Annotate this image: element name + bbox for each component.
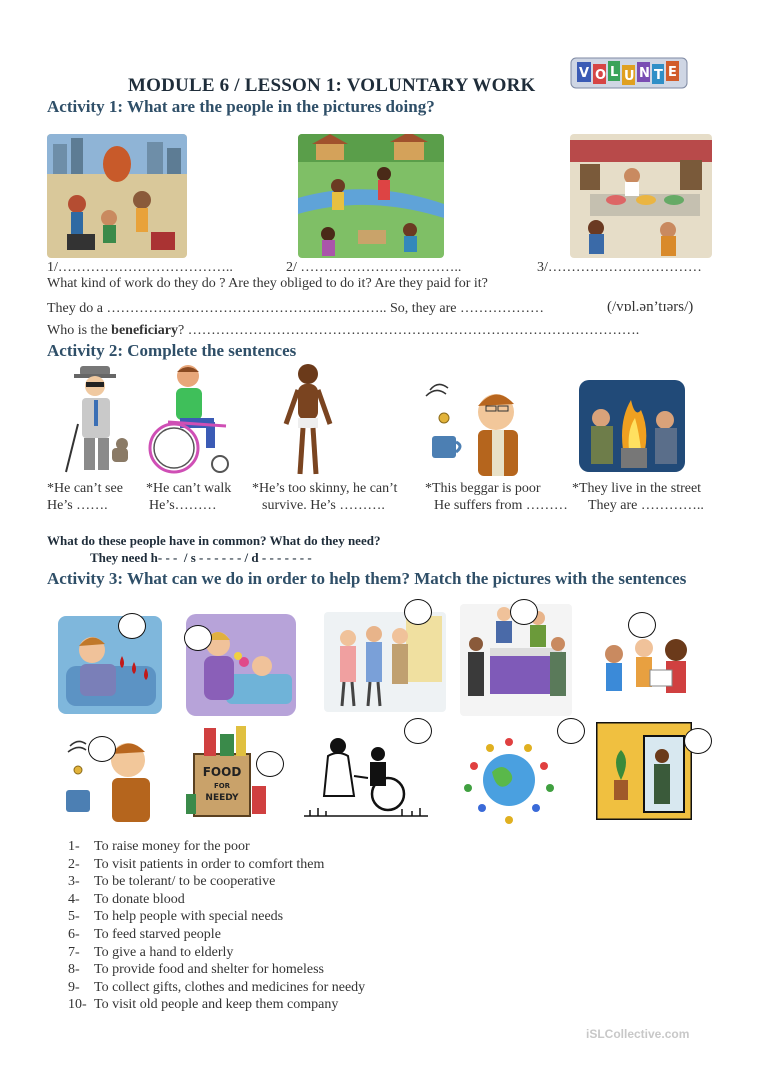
list-text: To donate blood xyxy=(94,891,185,907)
svg-text:L: L xyxy=(610,65,619,80)
list-number: 8- xyxy=(68,962,80,978)
wheelchair-help-icon xyxy=(304,736,428,822)
list-text: To give a hand to elderly xyxy=(94,944,234,960)
beneficiary-line[interactable] xyxy=(47,323,639,339)
blind-sentence-line2[interactable]: He’s ……. xyxy=(47,498,108,513)
volunteer-sentence[interactable]: They do a ………………………………………..………….. So, they are ……………… xyxy=(47,301,544,316)
wheelchair-sentence-line2[interactable]: He’s……… xyxy=(149,498,217,513)
list-number: 3- xyxy=(68,874,80,890)
match-bubble-elderly-help[interactable] xyxy=(404,599,432,625)
list-number: 6- xyxy=(68,926,80,942)
list-item xyxy=(46,979,365,997)
list-text: To help people with special needs xyxy=(94,909,284,925)
wheelchair-sentence-line1: *He can’t walk xyxy=(146,481,232,496)
list-number: 1- xyxy=(68,839,80,854)
park-cleanup-illustration xyxy=(47,134,187,258)
street-sentence-line1: *They live in the street xyxy=(572,481,702,496)
sentence-list xyxy=(46,838,365,1014)
page-title: MODULE 6 / LESSON 1: VOLUNTARY WORK xyxy=(128,75,536,96)
list-text: To visit patients in order to comfort them xyxy=(94,856,325,872)
blind-sentence-line1: *He can’t see xyxy=(47,481,123,496)
picture3-blank[interactable]: 3/…………………………… xyxy=(537,260,702,275)
list-number: 10- xyxy=(68,997,87,1013)
street-sentence-line2[interactable]: They are ………….. xyxy=(588,498,704,513)
svg-text:E: E xyxy=(668,65,677,80)
match-bubble-world[interactable] xyxy=(557,718,585,744)
list-item xyxy=(46,944,365,962)
needs-line[interactable]: They need h- - - / s - - - - - - / d - - - - - - - xyxy=(90,550,312,565)
svg-text:U: U xyxy=(624,69,635,84)
picture1-blank[interactable]: 1/……………………………….. xyxy=(47,260,233,275)
match-bubble-food-line[interactable] xyxy=(510,599,538,625)
list-number: 4- xyxy=(68,891,80,907)
list-item xyxy=(46,926,365,944)
list-item xyxy=(46,891,365,909)
beggar-illustration xyxy=(416,378,524,478)
volunteers-logo xyxy=(567,52,691,94)
common-question: What do these people have in common? What do they need? xyxy=(47,533,381,548)
beneficiary-blank: ? ……………………………………………………………………………………. xyxy=(178,323,640,338)
match-bubble-wheelchair[interactable] xyxy=(404,718,432,744)
activity3-heading: Activity 3: What can we do in order to help them? Match the pictures with the sentences xyxy=(47,569,687,588)
wheelchair-man-illustration xyxy=(146,362,238,476)
skinny-man-illustration xyxy=(276,362,340,478)
village-work-illustration xyxy=(298,134,444,258)
svg-text:NEEDY: NEEDY xyxy=(205,793,239,803)
match-bubble-beggar[interactable] xyxy=(88,736,116,762)
list-text: To feed starved people xyxy=(94,926,221,942)
beneficiary-word: beneficiary xyxy=(111,323,179,338)
svg-text:N: N xyxy=(639,66,650,81)
list-item xyxy=(46,996,365,1014)
list-item xyxy=(46,908,365,926)
list-item xyxy=(46,838,365,856)
list-item xyxy=(46,961,365,979)
match-bubble-blood-donor[interactable] xyxy=(118,613,146,639)
list-text: To collect gifts, clothes and medicines for needy xyxy=(94,979,366,995)
picture2-blank[interactable]: 2/ …………………………….. xyxy=(286,260,462,275)
beggar-sentence-line2[interactable]: He suffers from ……… xyxy=(434,498,568,513)
world-hands-icon xyxy=(460,736,558,824)
list-number: 7- xyxy=(68,944,80,960)
skinny-sentence-line1: *He’s too skinny, he can’t xyxy=(252,481,398,496)
watermark: iSLCollective.com xyxy=(586,1027,690,1041)
list-item xyxy=(46,873,365,891)
svg-text:T: T xyxy=(654,68,663,83)
list-number: 2- xyxy=(68,856,80,872)
svg-text:V: V xyxy=(579,66,590,81)
elderly-help-icon xyxy=(324,612,446,712)
skinny-sentence-line2[interactable]: survive. He’s ………. xyxy=(262,498,385,513)
children-diversity-icon xyxy=(600,630,692,706)
list-item xyxy=(46,856,365,874)
match-bubble-food-box[interactable] xyxy=(256,751,284,777)
blood-donor-icon xyxy=(58,616,162,714)
svg-text:O: O xyxy=(595,68,607,83)
beneficiary-prefix: Who is the xyxy=(47,323,112,338)
svg-text:FOR: FOR xyxy=(213,782,231,790)
blind-man-illustration xyxy=(62,364,132,476)
list-number: 9- xyxy=(68,979,80,995)
pronunciation: (/vɒl.ən’tɪərs/) xyxy=(607,299,694,315)
match-bubble-children[interactable] xyxy=(628,612,656,638)
activity2-heading: Activity 2: Complete the sentences xyxy=(47,341,297,360)
list-text: To raise money for the poor xyxy=(94,839,250,854)
list-text: To provide food and shelter for homeless xyxy=(94,962,324,978)
food-serving-illustration xyxy=(570,134,712,258)
match-bubble-hospital-visit[interactable] xyxy=(184,625,212,651)
list-text: To be tolerant/ to be cooperative xyxy=(94,874,276,890)
svg-text:FOOD: FOOD xyxy=(202,765,242,779)
beggar-sentence-line1: *This beggar is poor xyxy=(425,481,541,496)
homeless-fire-illustration xyxy=(579,380,685,472)
match-bubble-shelter[interactable] xyxy=(684,728,712,754)
activity1-question: What kind of work do they do ? Are they obliged to do it? Are they paid for it? xyxy=(47,276,488,291)
list-number: 5- xyxy=(68,909,80,925)
list-text: To visit old people and keep them company xyxy=(94,997,339,1013)
shelter-door-icon xyxy=(596,722,692,820)
activity1-heading: Activity 1: What are the people in the pictures doing? xyxy=(47,97,435,116)
